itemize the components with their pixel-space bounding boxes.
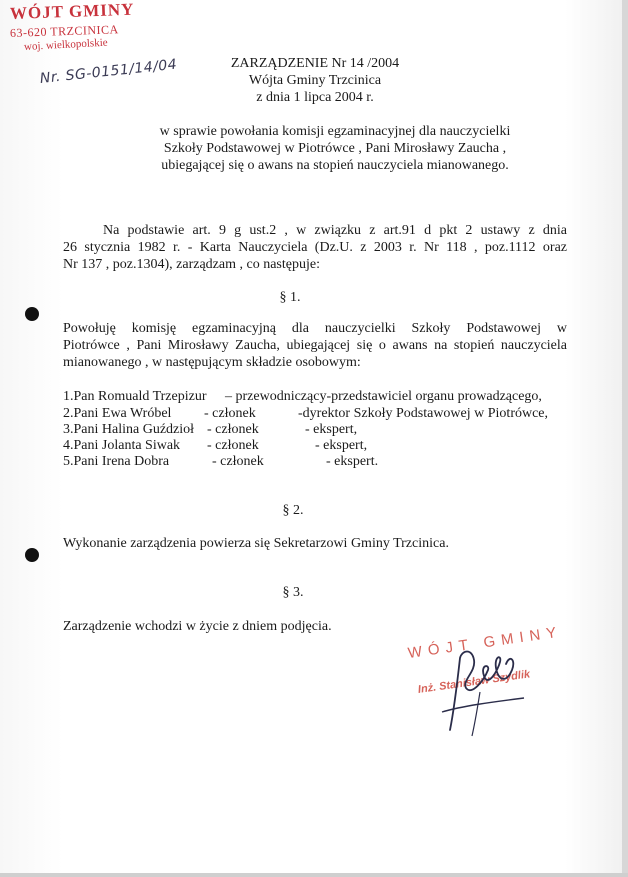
binder-hole-bottom [25,548,39,562]
basis-line-2: 26 stycznia 1982 r. - Karta Nauczyciela (Dz.U. z 2003 r. Nr 118 , poz.1112 oraz [63,240,567,255]
basis-line-3: Nr 137 , poz.1304), zarządzam , co następuje: [63,257,320,272]
office-stamp [9,0,150,53]
document-issuer: Wójta Gminy Trzcinica [248,73,382,88]
basis-line-1: Na podstawie art. 9 g ust.2 , w związku z art.91 d pkt 2 ustawy z dnia [103,223,567,238]
member-5-name: 5.Pani Irena Dobra [63,454,170,469]
member-2-name: 2.Pani Ewa Wróbel [63,406,172,421]
member-5-role: - członek [212,454,264,469]
member-1-role: – przewodniczący-przedstawiciel organu prowadzącego, [225,389,542,404]
section-1-heading: § 1. [279,290,301,305]
subject-line-3: ubiegającej się o awans na stopień nauczyciela mianowanego. [161,158,509,173]
stamp-region: woj. wielkopolskie [23,36,108,53]
signature-stamp-title: WÓJT GMINY [406,623,564,662]
member-3-role: - członek [207,422,259,437]
section-1-line-1: Powołuję komisję egzaminacyjną dla nauczycielki Szkoły Podstawowej w [63,321,567,336]
member-2-role: - członek [204,406,256,421]
binder-hole-top [25,307,39,321]
scan-edge-bottom [0,873,628,877]
section-3-heading: § 3. [282,585,304,600]
stamp-title: WÓJT GMINY [9,0,135,23]
section-2-text: Wykonanie zarządzenia powierza się Sekretarzowi Gminy Trzcinica. [63,536,449,551]
section-1-line-2: Piotrówce , Pani Mirosławy Zaucha, ubiegającej się o awans na stopień nauczyciela [63,338,567,353]
document-title: ZARZĄDZENIE Nr 14 /2004 [230,56,400,71]
member-5-detail: - ekspert. [326,454,379,469]
section-3-text: Zarządzenie wchodzi w życie z dniem podjęcia. [63,619,332,634]
member-4-detail: - ekspert, [315,438,368,453]
section-2-heading: § 2. [282,503,304,518]
member-1-name: 1.Pan Romuald Trzepizur [63,389,207,404]
scan-edge-right [622,0,628,877]
member-4-name: 4.Pani Jolanta Siwak [63,438,181,453]
document-date: z dnia 1 lipca 2004 r. [256,90,374,105]
member-4-role: - członek [207,438,259,453]
handwritten-reference: Nr. SG-0151/14/04 [39,56,178,87]
subject-line-1: w sprawie powołania komisji egzaminacyjnej dla nauczycielki [159,124,511,139]
member-2-detail: -dyrektor Szkoły Podstawowej w Piotrówce, [298,406,549,421]
handwritten-signature [432,640,542,740]
signature-stamp-name: Inż. Stanisław Szydlik [417,668,531,696]
subject-line-2: Szkoły Podstawowej w Piotrówce , Pani Mirosławy Zaucha , [163,141,507,156]
member-3-name: 3.Pani Halina Guździoł [63,422,195,437]
member-3-detail: - ekspert, [305,422,358,437]
section-1-line-3: mianowanego , w następującym składzie osobowym: [63,355,361,370]
stamp-address: 63-620 TRZCINICA [9,22,119,40]
